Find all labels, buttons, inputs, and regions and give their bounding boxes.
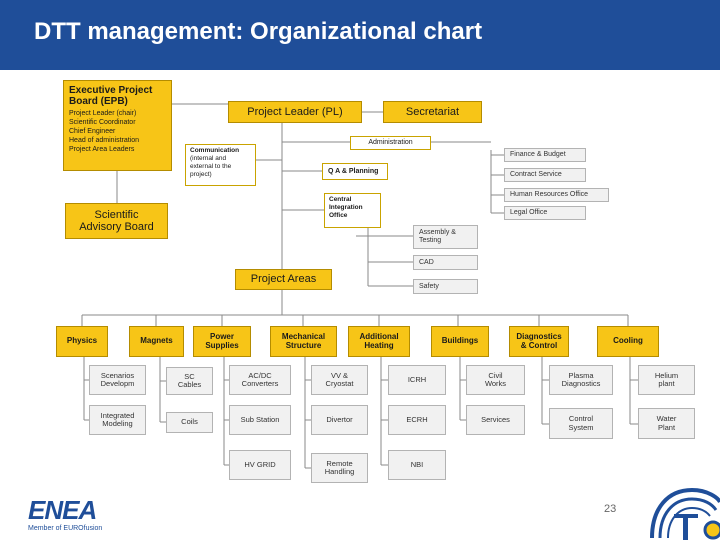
sub-label: Civil Works [484,370,507,388]
office-label: Assembly & Testing [419,229,456,244]
administration-label: Administration [368,139,413,147]
sub-divertor [311,405,368,435]
sub-label: AC/DC Converters [241,370,279,388]
sub-vv-cryostat [311,365,368,395]
sub-label: SC Cables [177,371,202,389]
area-label: Buildings [441,336,479,346]
area-magnets [129,326,184,357]
sub-label: HV GRID [244,459,276,469]
sab-label: Scientific Advisory Board [79,208,154,233]
project-leader [228,101,362,123]
sub-label: Water Plant [656,414,677,432]
area-cooling [597,326,659,357]
sub-label: Scenarios Developm [100,370,135,388]
administration [350,136,431,150]
sub-label: ECRH [406,414,428,424]
office-label: Human Resources Office [510,191,589,199]
sub-label: NBI [410,459,424,469]
sub-label: Sub Station [240,414,280,424]
project-leader-label: Project Leader (PL) [247,105,343,118]
sub-hv-grid [229,450,291,480]
area-mechanical-structure [270,326,337,357]
office-cad [413,255,478,270]
office-label: CAD [419,258,434,266]
office-legal [504,206,586,220]
office-safety [413,279,478,294]
office-finance-budget [504,148,586,162]
sub-label: VV & Cryostat [325,370,354,388]
project-areas [235,269,332,290]
communication-detail: (internal and external to the project) [190,155,232,178]
sub-label: Control System [568,414,594,432]
area-label: Mechanical Structure [281,331,326,350]
secretariat-label: Secretariat [405,105,460,118]
cio-label: Central Integration Office [329,196,363,219]
office-label: Contract Service [510,171,562,179]
sub-helium-plant [638,365,695,395]
sub-label: Helium plant [654,370,679,388]
office-label: Finance & Budget [510,151,566,159]
communication-title: Communication [190,147,240,154]
enea-logo [28,497,102,532]
sub-ecrh [388,405,446,435]
area-physics [56,326,108,357]
sub-services [466,405,525,435]
epb-members: Project Leader (chair) Scientific Coordinator Chief Engineer Head of administration Project Area Leaders [69,110,140,153]
central-integration-office [324,193,381,228]
sub-control-system [549,408,613,439]
sub-label: Remote Handling [324,458,355,476]
communication [185,144,256,186]
sub-label: ICRH [407,374,427,384]
sub-icrh [388,365,446,395]
sub-label: Divertor [326,414,353,424]
office-assembly-testing [413,225,478,249]
sub-label: Coils [181,417,198,427]
sub-remote-handling [311,453,368,483]
sub-coils [166,412,213,433]
area-label: Power Supplies [205,331,239,350]
sub-label: Plasma Diagnostics [561,370,601,388]
sub-acdc-converters [229,365,291,395]
office-label: Safety [419,282,439,290]
area-label: Diagnostics & Control [516,331,562,350]
sub-label: Integrated Modeling [100,410,135,428]
area-power-supplies [193,326,251,357]
area-label: Magnets [140,336,173,346]
sub-civil-works [466,365,525,395]
scientific-advisory-board [65,203,168,239]
sub-scenarios-development [89,365,146,395]
eurofusion-tagline: Member of EUROfusion [28,525,103,532]
enea-wordmark: ENEA [28,495,97,525]
office-label: Legal Office [510,209,548,217]
sub-integrated-modeling [89,405,146,435]
sub-sc-cables [166,367,213,395]
office-contract-service [504,168,586,182]
sub-label: Services [481,414,510,424]
epb-title: Executive Project Board (EPB) [69,85,153,107]
area-label: Additional Heating [359,331,399,350]
executive-project-board [63,80,172,171]
project-areas-label: Project Areas [250,273,317,286]
page-number: 23 [604,503,617,515]
qa-planning-label: Q A & Planning [328,167,379,175]
area-label: Physics [66,336,98,346]
area-label: Cooling [613,336,643,346]
sub-plasma-diagnostics [549,365,613,395]
sub-sub-station [229,405,291,435]
dtt-logo-icon [640,480,720,540]
secretariat [383,101,482,123]
area-diagnostics-control [509,326,569,357]
slide-title: DTT management: Organizational chart [34,18,483,45]
area-additional-heating [348,326,410,357]
area-buildings [431,326,489,357]
sub-nbi [388,450,446,480]
qa-planning [322,163,388,180]
office-human-resources [504,188,609,202]
sub-water-plant [638,408,695,439]
